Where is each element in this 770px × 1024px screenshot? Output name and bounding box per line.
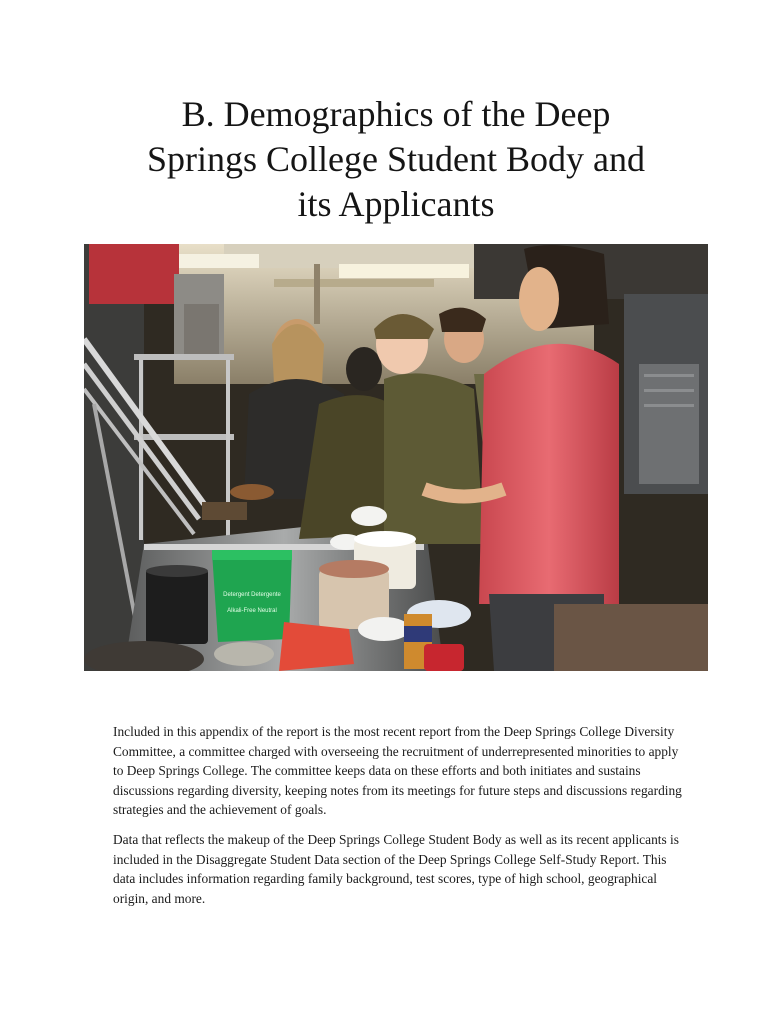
kitchen-photo bbox=[84, 244, 708, 671]
kitchen-photo-illustration bbox=[84, 244, 708, 671]
bucket-label-2: Alkali-Free Neutral bbox=[227, 608, 277, 614]
title-line-1: B. Demographics of the Deep bbox=[181, 94, 611, 134]
title-line-2: Springs College Student Body and bbox=[147, 139, 645, 179]
title-line-3: its Applicants bbox=[297, 184, 495, 224]
bucket-label-1: Detergent Detergente bbox=[223, 592, 281, 598]
body-text bbox=[113, 722, 688, 918]
paragraph-1: Included in this appendix of the report is the most recent report from the Deep Springs College Diversity Committee, a committee charged with overseeing the recruitment of underrepresented minorities to apply to Deep Springs College. The committee keeps data on these efforts and both initiates and sustains discussions regarding diversity, keeping notes from its meetings for future steps and discussions regarding strategies and the achievement of goals. bbox=[113, 724, 682, 818]
page-title bbox=[60, 92, 732, 227]
paragraph-2: Data that reflects the makeup of the Deep Springs College Student Body as well as its recent applicants is included in the Disaggregate Student Data section of the Deep Springs College Self-Study Report. This data includes information regarding family background, test scores, type of high school, geographical origin, and more. bbox=[113, 831, 679, 906]
